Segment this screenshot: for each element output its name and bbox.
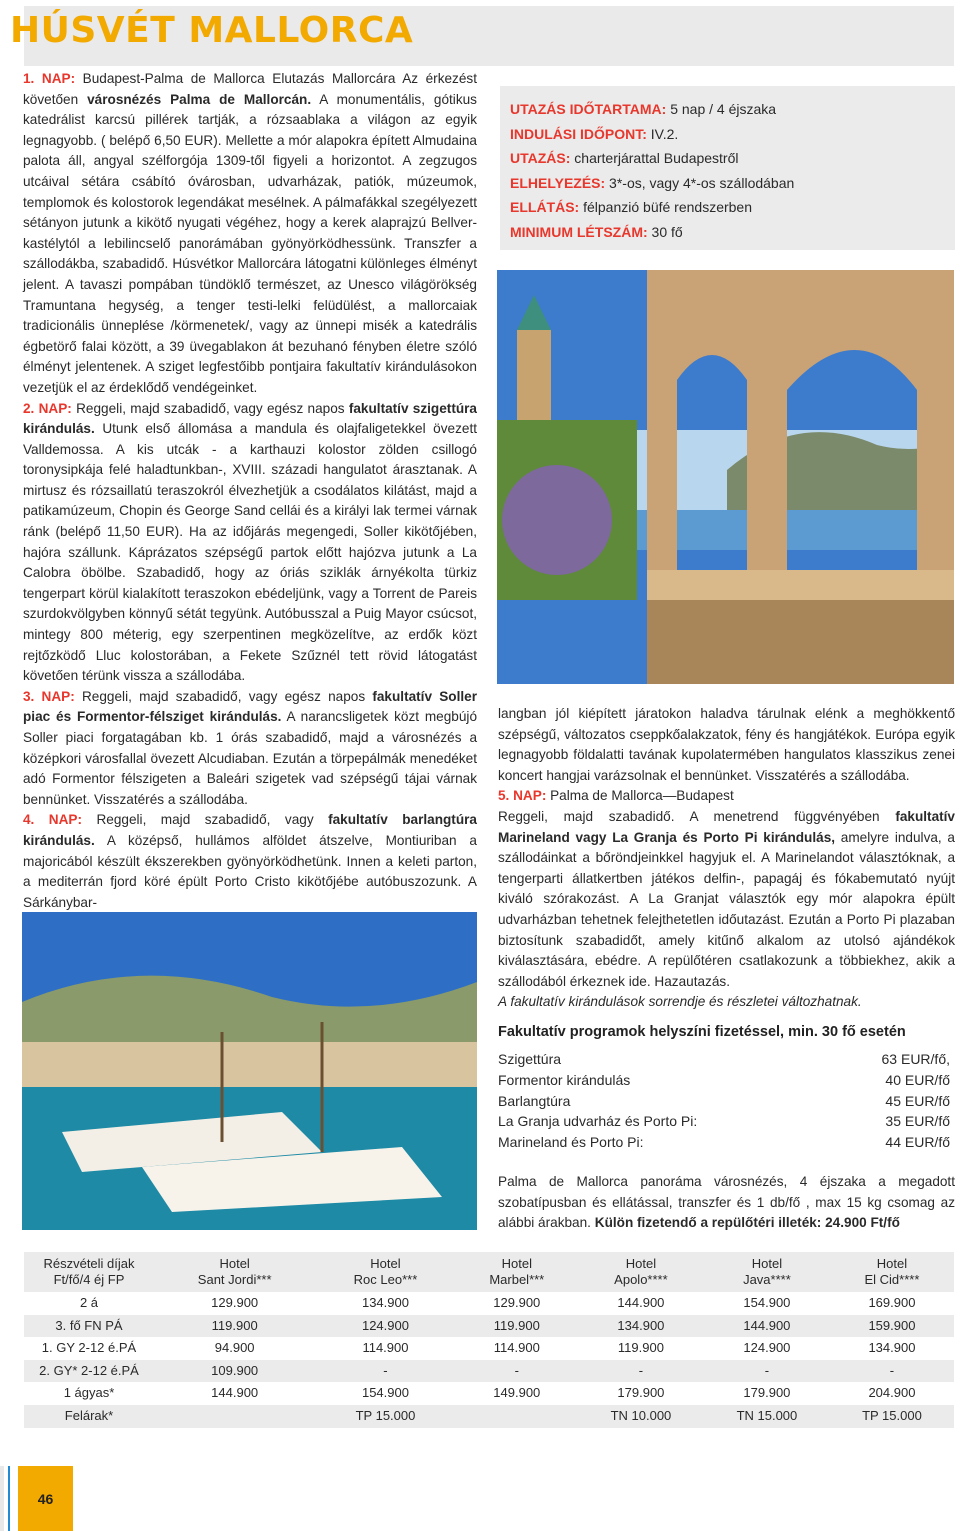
airport-tax-note: Külön fizetendő a repülőtéri illeték: 24.900 Ft/fő (594, 1215, 900, 1231)
info-accommodation: ELHELYEZÉS: 3*-os, vagy 4*-os szállodában (510, 174, 795, 191)
table-row: 1. GY 2-12 é.PÁ 94.900 114.900 114.900 119.900 124.900 134.900 (41, 1340, 916, 1356)
trip-info-box (500, 86, 955, 250)
page-number: 46 (18, 1466, 73, 1531)
table-row: Felárak* TP 15.000 TN 10.000 TN 15.000 TP 15.000 (24, 1405, 954, 1428)
day-5-paragraph: Reggeli, majd szabadidő. A menetrend függvényében fakultatív Marineland vagy La Granja és Porto Pi kirándulás, amelyre indulva, a szállodáinkat a bőröndjeinkkel hagyjuk el. A Marinelandot választóknak, a tengerparti állatkertben játékos delfin-, papagáj és fókabemutató nyújt kiváló szórakozást. A La Granjat választók egy mór alapokra épült udvarházban tehetnek felejthetetlen időutazást. Ezután a Porto Pi plazaban biztosítunk szabadidőt, amely kitűnő alkalom az utolsó ajándékok kiválasztására, ebédre. A repülőtéren csatlakozunk a többiekhez, akik a szállodából érkeznek ide. Hazautazás. (498, 808, 955, 989)
table-header: Részvételi díjak Ft/fő/4 éj FP (24, 1252, 154, 1292)
day-3-label: 3. NAP: (23, 688, 75, 704)
soller-harbor-photo (22, 912, 477, 1230)
price-table (24, 1252, 954, 1428)
list-item: La Granja udvarház és Porto Pi: 35 EUR/fő (498, 1113, 950, 1130)
list-item: Barlangtúra 45 EUR/fő (498, 1092, 950, 1109)
day-1-paragraph: 1. NAP: Budapest-Palma de Mallorca Elutazás Mallorcára Az érkezést követően városnézés Palma de Mallorcán. A monumentális, gótikus katedrálist karcsú pillérek tartják, a rózsaablaka a világon az egyik legnagyobb. ( belépő 6,50 EUR). Mellette a mór alapokra épített Almudaina palota áll, angyal szélforgója 1309-től figyeli a horizontot. A zegzugos utcáival sétára csábító óvárosban, udvarházak, patiók, múzeumok, templomok és kolostorok legendákat mesélnek. A pálmafákkal szegélyezett sétányon jutunk a kikötő nyugati végéhez, hogy a kerek alaprajzú Bellver-kastélytól a lebilincselő panorámában gyönyörködhessünk. Transzfer a szállodákba, szabadidő. Húsvétkor Mallorcára látogatni különleges élményt jelent. A tavaszi pompában tündöklő természet, az Unesco világörökség Tramuntana hegység, a tenger testi-lelki felüdülést, a mallorcaiak tradicionális ünneplése /körmenetek/, vagy az ünnepi misék a katedrális égbetörő falai között, a 39 üvegablakon át bezuhanó fényben életre szóló élményt jelentenek. A sziget legfestőibb pontjaira fakultatív kirándulásokon vezetjük el az érdeklődő vendégeinket. (23, 71, 477, 395)
day-5-heading: 5. NAP: Palma de Mallorca—Budapest (498, 788, 734, 804)
day-2-label: 2. NAP: (23, 400, 72, 416)
day-1-label: 1. NAP: (23, 71, 76, 86)
list-item: Formentor kirándulás 40 EUR/fő (498, 1071, 950, 1088)
day-5-label: 5. NAP: (498, 788, 547, 804)
day-3-paragraph: 3. NAP: Reggeli, majd szabadidő, vagy egész napos fakultatív Soller piac és Formentor-félsziget kirándulás. A narancsligetek közt megbújó Soller piaci forgatagában kb. 1 órás szabadidő, majd a városnézés a középkori városfallal övezett Alcudiaban. Ezután a törpepálmák menedéket adó Formentor félszigeten a Baleári szigetek vad szépségű tájai várnak bennünket. Visszatérés a szállodába. (23, 688, 478, 807)
table-header: Hotel Apolo**** (578, 1252, 704, 1292)
day-2-paragraph: 2. NAP: Reggeli, majd szabadidő, vagy egész napos fakultatív szigettúra kirándulás. Utunk első állomása a mandula és olajfaligetekkel övezett Valldemossa. A kis utcák - a karthauzi kolostor zölden csillogó toronysipkája felé haladtunkban-, XVIII. századi hangulatot árasztanak. A mirtusz és rózsaillatú teraszokról élvezhetjük a csodálatos kilátást, majd a patikamúzeum, Chopin és George Sand cellái és a királyi lak termei várnak ránk (belépő 11,50 EUR). Ha az időjárás megengedi, Soller kikötőjében, hajóra szállunk. Káprázatos szépségű partok előtt hajózva jutunk a La Calobra öbölbe. Szabadidő, hogy az óriás sziklák árnyékolta türkiz tengerpart körül kialakított teraszokon ebédeljünk, vagy a Torrent de Pareis szurdokvölgyben könnyű sétát tegyünk. Autóbusszal a Puig Mayor csúcsot, mintegy 800 méterig, egy szerpentinen megközelítve, az erdők közt rejtőzködő Lluc kolostorában, a Fekete Szűznél tett rövid látogatást követően térünk vissza a szállodába. (23, 400, 477, 684)
table-row: 1 ágyas* 144.900 154.900 149.900 179.900 179.900 204.900 (63, 1385, 916, 1401)
day-4-paragraph: 4. NAP: Reggeli, majd szabadidő, vagy fakultatív barlangtúra kirándulás. A középső, hullámos alföldet átszelve, Montiuriban a majoricából készült ékszerekben gyönyörködhetünk. Innen a keleti parton, a mediterrán fjord köré épült Porto Cristo kikötőjébe autóbuszozunk. A Sárkánybar- (23, 812, 477, 910)
harbor-illustration (22, 912, 477, 1230)
table-row: 2. GY* 2-12 é.PÁ 109.900 - - - - - (24, 1360, 954, 1383)
table-header-row (24, 1252, 954, 1292)
info-departure: INDULÁSI IDŐPONT: IV.2. (510, 125, 679, 142)
price-includes-note: Palma de Mallorca panoráma városnézés, 4 éjszaka a megadott szobatípusban és ellátással, transzfer és 1 db/fő , max 15 kg csomag az alábbi árakban. Külön fizetendő a repülőtéri illeték: 24.900 Ft/fő (498, 1174, 955, 1231)
optional-programs-list (498, 1049, 950, 1153)
day-4-continued: langban jól kiépített járatokon haladva tárulnak elénk a meghökkentő szépségű, változatos cseppkőalakzatok, fény és hangjátékok. Európa egyik legnagyobb földalatti tavának kupolatermében hangulatos klasszikus zenei koncert hangjai varázsolnak el bennünket. Visszatérés a szállodába. (498, 706, 955, 783)
change-notice: A fakultatív kirándulások sorrendje és részletei változhatnak. (498, 994, 862, 1010)
day-4-label: 4. NAP: (23, 812, 83, 828)
info-travel: UTAZÁS: charterjárattal Budapestről (510, 150, 739, 167)
info-duration: UTAZÁS IDŐTARTAMA: 5 nap / 4 éjszaka (510, 101, 777, 117)
page-title: HÚSVÉT MALLORCA (10, 10, 414, 51)
table-header: Hotel Roc Leo*** (315, 1252, 455, 1292)
list-item: Szigettúra 63 EUR/fő, (498, 1051, 950, 1067)
table-header: Hotel El Cid**** (830, 1252, 954, 1292)
valldemossa-arcade-photo (497, 270, 954, 684)
info-min-participants: MINIMUM LÉTSZÁM: 30 fő (510, 223, 683, 240)
table-header: Hotel Java**** (704, 1252, 830, 1292)
itinerary-left-column (23, 69, 477, 913)
optional-programs-title: Fakultatív programok helyszíni fizetéssel, min. 30 fő esetén (498, 1024, 906, 1040)
table-header: Hotel Sant Jordi*** (154, 1252, 315, 1292)
table-row: 2 á 129.900 134.900 129.900 144.900 154.900 169.900 (79, 1295, 916, 1310)
table-header: Hotel Marbel*** (456, 1252, 578, 1292)
list-item: Marineland és Porto Pi: 44 EUR/fő (498, 1134, 950, 1151)
itinerary-right-column (498, 704, 955, 1013)
info-board: ELLÁTÁS: félpanzió büfé rendszerben (510, 199, 753, 216)
photo-illustration (497, 270, 954, 684)
page-accent-line (8, 1466, 10, 1531)
page-edge-bar (0, 1466, 4, 1531)
table-row: 3. fő FN PÁ 119.900 124.900 119.900 134.900 144.900 159.900 (24, 1315, 954, 1338)
